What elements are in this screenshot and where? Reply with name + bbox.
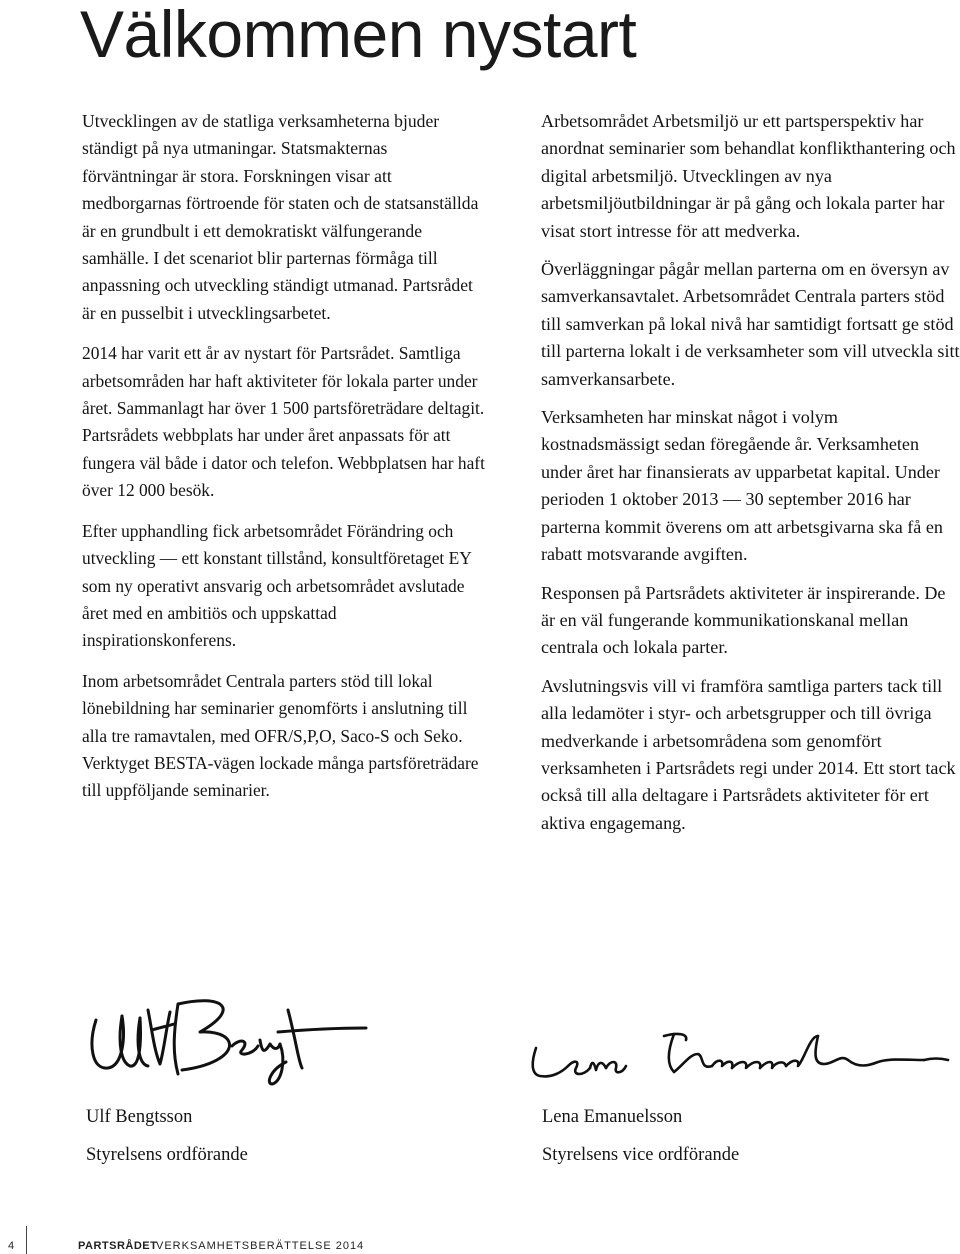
page-number: 4 — [8, 1240, 15, 1252]
footer-brand: PARTSRÅDET — [78, 1240, 158, 1252]
paragraph: Överläggningar pågår mellan parterna om en översyn av samverkansavtalet. Arbetsområdet Centrala parters stöd till samverkan på lokal nivå har samtidigt fortsatt ge stöd till parterna lokalt i de verksamheter som vill utveckla sitt samverkansarbete. — [541, 259, 960, 389]
signatory-name: Lena Emanuelsson — [542, 1107, 683, 1127]
paragraph: Utvecklingen av de statliga verksamheterna bjuder ständigt på nya utmaningar. Statsmakternas förväntningar är stora. Forskningen visar att medborgarnas förtroende för staten och de statsanställda är en grundbult i ett demokratiskt välfungerande samhälle. I det scenariot blir parternas förmåga till anpassning och utveckling ständigt utmanad. Partsrådet är en pusselbit i utvecklingsarbetet. — [82, 111, 479, 323]
footer-report-title: VERKSAMHETSBERÄTTELSE 2014 — [156, 1240, 365, 1252]
paragraph: 2014 har varit ett år av nystart för Partsrådet. Samtliga arbetsområden har haft aktiviteter för lokala parter under året. Sammanlagt har över 1 500 partsföreträdare deltagit. Partsrådets webbplats har under året anpassats för att fungera väl både i dator och telefon. Webbplatsen har haft över 12 000 besök. — [82, 343, 485, 501]
signature-right-graphic — [528, 1030, 958, 1090]
signatory-name: Ulf Bengtsson — [86, 1107, 193, 1127]
signatory-role: Styrelsens ordförande — [86, 1145, 248, 1165]
paragraph: Efter upphandling fick arbetsområdet Förändring och utveckling — ett konstant tillstånd, konsultföretaget EY som ny operativt ansvarig och arbetsområdet avslutade året med en ambitiös och uppskattad inspirationskonferens. — [82, 520, 472, 651]
right-column — [541, 108, 960, 848]
paragraph: Inom arbetsområdet Centrala parters stöd till lokal lönebildning har seminarier genomförts i anslutning till alla tre ramavtalen, med OFR/S,P,O, Saco-S och Seko. Verktyget BESTA-vägen lockade många partsföreträdare till uppföljande seminarier. — [82, 670, 479, 801]
paragraph: Arbetsområdet Arbetsmiljö ur ett partsperspektiv har anordnat seminarier som behandlat konflikthantering och digital arbetsmiljö. Utvecklingen av nya arbetsmiljöutbildningar är på gång och lokala parter har visat stort intresse för att medverka. — [541, 111, 956, 241]
signatory-role: Styrelsens vice ordförande — [542, 1145, 740, 1165]
paragraph: Verksamheten har minskat något i volym kostnadsmässigt sedan föregående år. Verksamheten under året har finansierats av upparbetat kapital. Under perioden 1 oktober 2013 — 30 september 2016 har parterna kommit överens om att arbetsgivarna ska få en rabatt motsvarande avgiften. — [541, 407, 943, 565]
left-column — [82, 108, 486, 818]
paragraph: Avslutningsvis vill vi framföra samtliga parters tack till alla ledamöter i styr- och arbetsgrupper och till övriga medverkande i arbetsområdena som genomfört verksamheten i Partsrådets regi under 2014. Ett stort tack också till alla deltagare i Partsrådets aktiviteter för ert aktiva engagemang. — [541, 675, 956, 833]
signature-left-graphic — [82, 990, 372, 1090]
footer-divider — [26, 1226, 27, 1254]
signature-ulf-bengtsson — [82, 990, 372, 1090]
page-title: Välkommen nystart — [80, 0, 637, 71]
paragraph: Responsen på Partsrådets aktiviteter är inspirerande. De är en väl fungerande kommunikationskanal mellan centrala och lokala parter. — [541, 582, 946, 658]
signature-lena-emanuelsson — [528, 1030, 958, 1090]
